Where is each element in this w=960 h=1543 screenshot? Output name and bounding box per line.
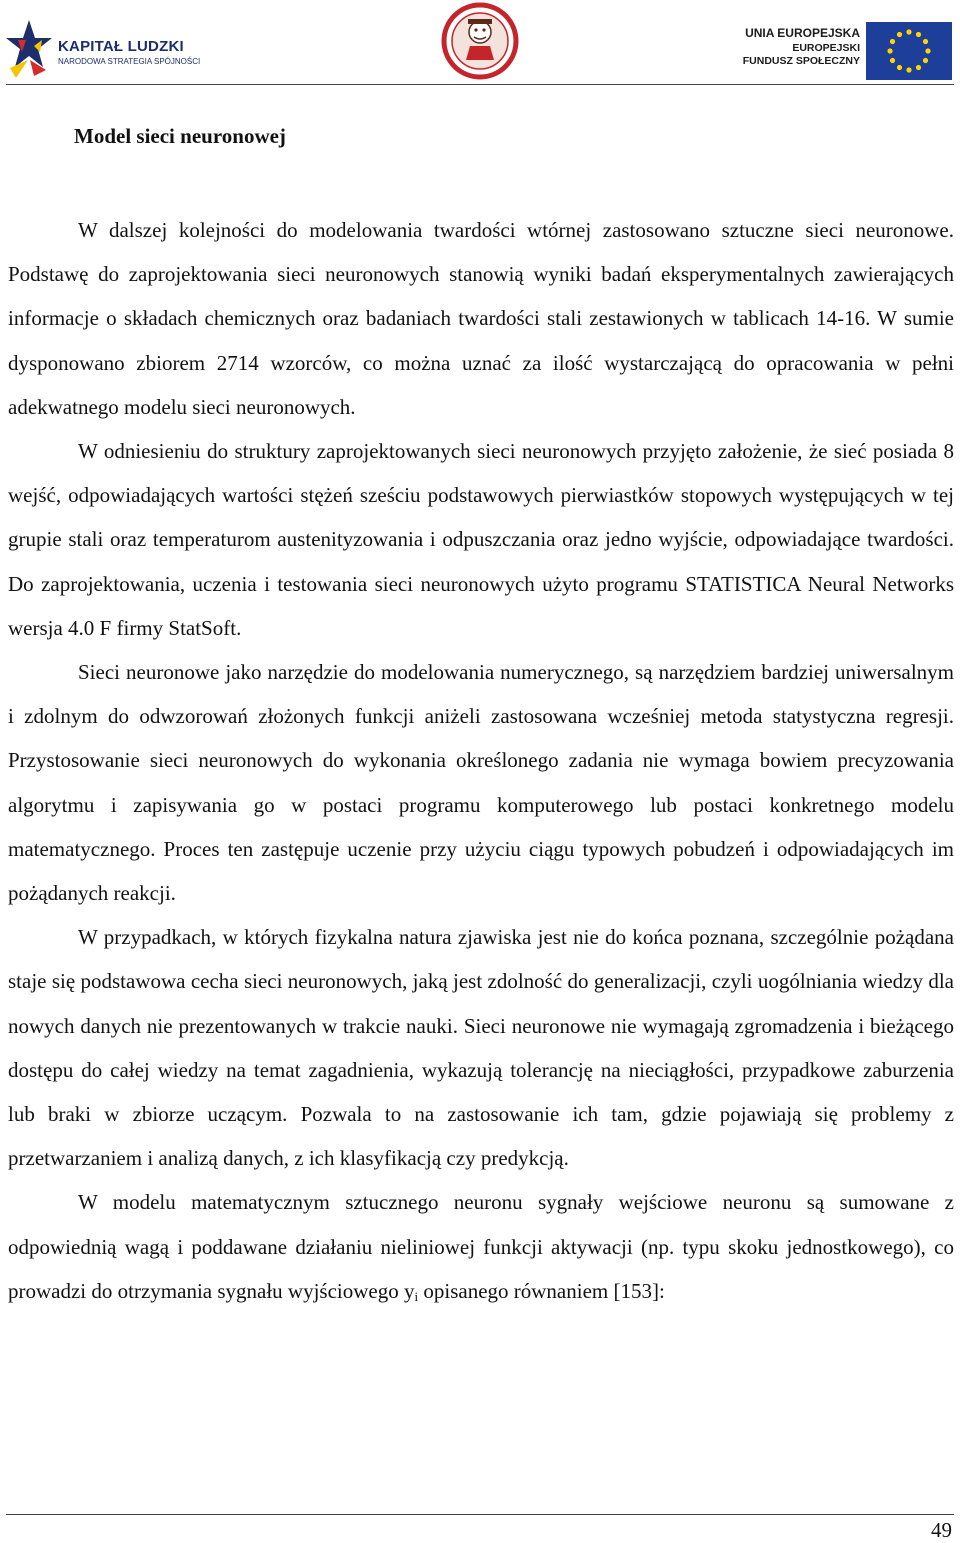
footer-divider bbox=[6, 1514, 954, 1515]
paragraph-2: W odniesieniu do struktury zaprojektowanych sieci neuronowych przyjęto założenie, że sieć posiada 8 wejść, odpowiadających wartości stężeń sześciu podstawowych pierwiastków stopowych występujących w tej grupie stali oraz temperaturom austenityzowania i odpuszczania oraz jedno wyjście, odpowiadające twardości. Do zaprojektowania, uczenia i testowania sieci neuronowych użyto programu STATISTICA Neural Networks wersja 4.0 F firmy StatSoft. bbox=[8, 439, 954, 640]
center-badge-logo bbox=[440, 2, 520, 80]
eu-efs-logo bbox=[726, 22, 956, 80]
section-title: Model sieci neuronowej bbox=[74, 124, 286, 148]
paragraph-5 bbox=[8, 1180, 954, 1313]
eu-line-2: EUROPEJSKI bbox=[792, 42, 860, 54]
kapital-ludzki-star-icon bbox=[6, 18, 52, 78]
paragraph-4: W przypadkach, w których fizykalna natura zjawiska jest nie do końca poznana, szczególnie pożądana staje się podstawowa cecha sieci neuronowych, jaką jest zdolność do generalizacji, czyli uogólniania wiedzy dla nowych danych nie prezentowanych w trakcie nauki. Sieci neuronowe nie wymagają zgromadzenia i bieżącego dostępu do całej wiedzy na temat zagadnienia, wykazują tolerancję na nieciągłości, przypadkowe zaburzenia lub braki w zbiorze uczącym. Pozwala to na zastosowanie ich tam, gdzie pojawiają się problemy z przetwarzaniem i analizą danych, z ich klasyfikacją czy predykcją. bbox=[8, 925, 954, 1171]
paragraph-5-text: W modelu matematycznym sztucznego neuronu sygnały wejściowe neuronu są sumowane z odpowiednią wagą i poddawane działaniu nieliniowej funkcji aktywacji (np. typu skoku jednostkowego), co prowadzi do otrzymania sygnału wyjściowego y bbox=[8, 1190, 954, 1303]
header-divider bbox=[6, 84, 954, 85]
eu-line-3: FUNDUSZ SPOŁECZNY bbox=[742, 55, 860, 67]
paragraph-5-tail: opisanego równaniem [153]: bbox=[418, 1278, 665, 1303]
eu-line-1: UNIA EUROPEJSKA bbox=[745, 26, 860, 40]
paragraphs bbox=[8, 208, 954, 1313]
eu-flag-icon bbox=[866, 22, 952, 80]
kapital-ludzki-logo bbox=[6, 18, 206, 80]
kapital-ludzki-title: KAPITAŁ LUDZKI bbox=[58, 38, 184, 55]
paragraph-5-subscript: i bbox=[414, 1288, 419, 1304]
paragraph-1: W dalszej kolejności do modelowania twardości wtórnej zastosowano sztuczne sieci neuronowe. Podstawę do zaprojektowania sieci neuronowych stanowią wyniki badań eksperymentalnych zawierających informacje o składach chemicznych oraz badaniach twardości stali zestawionych w tablicach 14-16. W sumie dysponowano zbiorem 2714 wzorców, co można uznać za ilość wystarczającą do opracowania w pełni adekwatnego modelu sieci neuronowych. bbox=[8, 218, 954, 419]
page-header bbox=[0, 0, 960, 86]
kapital-ludzki-subtitle: NARODOWA STRATEGIA SPÓJNOŚCI bbox=[58, 57, 201, 66]
paragraph-3: Sieci neuronowe jako narzędzie do modelowania numerycznego, są narzędziem bardziej uniwersalnym i zdolnym do odwzorowań złożonych funkcji aniżeli zastosowana wcześniej metoda statystyczna regresji. Przystosowanie sieci neuronowych do wykonania określonego zadania nie wymaga bowiem precyzowania algorytmu i zapisywania go w postaci programu komputerowego lub postaci konkretnego modelu matematycznego. Proces ten zastępuje uczenie przy użyciu ciągu typowych pobudzeń i odpowiadających im pożądanych reakcji. bbox=[8, 660, 954, 906]
page-number: 49 bbox=[931, 1518, 952, 1542]
